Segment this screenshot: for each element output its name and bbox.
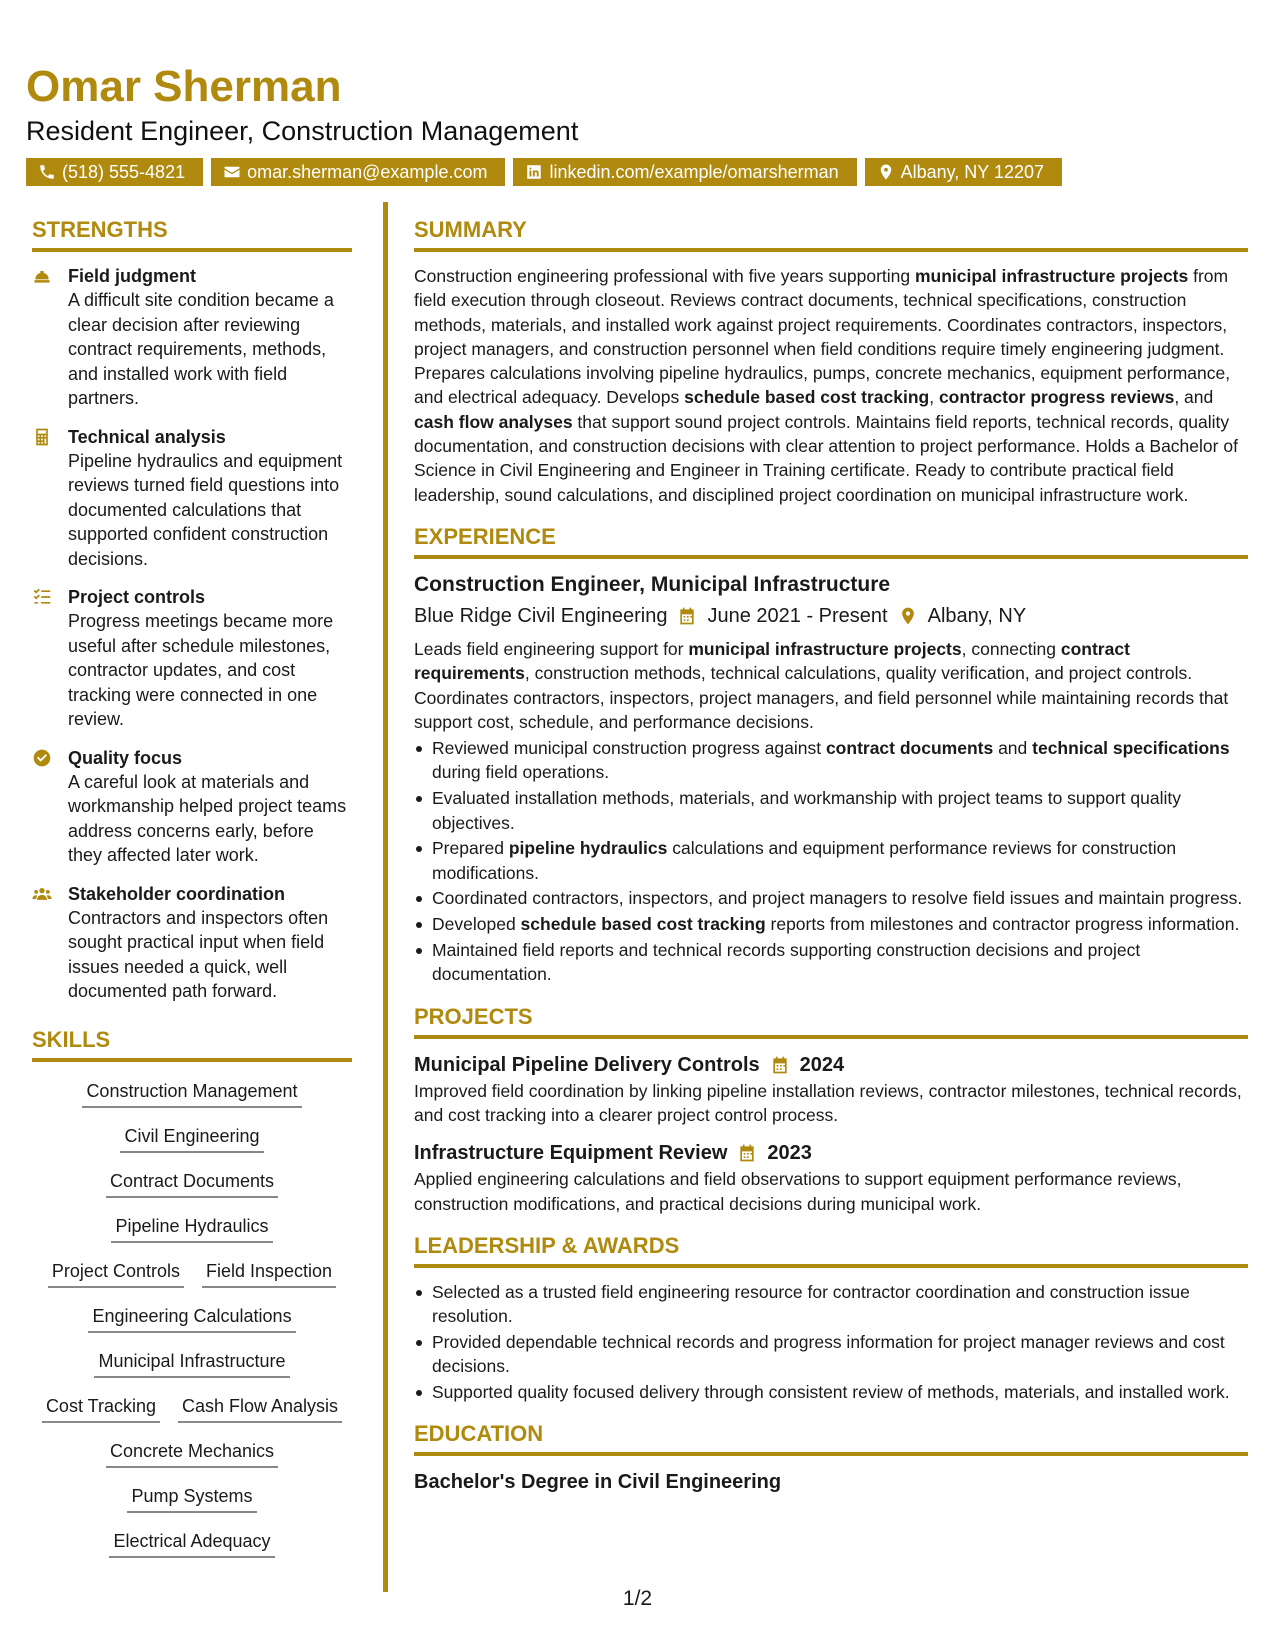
job-dates: June 2021 - Present	[707, 604, 888, 627]
skill-tag: Project Controls	[48, 1258, 184, 1288]
strength-title: Stakeholder coordination	[68, 883, 286, 904]
contact-phone[interactable]	[26, 158, 203, 186]
check-circle-icon	[32, 748, 52, 768]
checklist-icon	[32, 587, 52, 607]
contact-email[interactable]	[211, 158, 505, 186]
contact-email-text: omar.sherman@example.com	[247, 162, 488, 182]
strength-desc: Contractors and inspectors often sought practical input when field issues needed a quick, well documented path forward.	[68, 907, 329, 1001]
skills-heading: SKILLS	[32, 1026, 352, 1062]
education-degree: Bachelor's Degree in Civil Engineering	[414, 1471, 782, 1494]
calendar-icon	[770, 1055, 790, 1075]
skill-tag: Municipal Infrastructure	[94, 1348, 289, 1378]
contact-linkedin[interactable]	[513, 158, 856, 186]
leadership-bullet: Provided dependable technical records and progress information for project manager reviews and cost decisions.	[414, 1330, 1248, 1379]
strengths-heading: STRENGTHS	[32, 216, 352, 252]
contact-location-text: Albany, NY 12207	[900, 162, 1045, 182]
job-bullet: Evaluated installation methods, materials, and workmanship with project teams to support quality objectives.	[414, 786, 1248, 835]
job-bullet: Coordinated contractors, inspectors, and project managers to resolve field issues and maintain progress.	[414, 886, 1248, 910]
job-intro: Leads field engineering support for municipal infrastructure projects, connecting contract requirements, construction methods, technical calculations, quality verification, and project controls. Coordinates contractors, inspectors, project managers, and field personnel while maintaining records that support cost, schedule, and performance decisions.	[414, 638, 1229, 732]
resume-header	[26, 62, 1256, 186]
calculator-icon	[32, 427, 52, 447]
strength-desc: A careful look at materials and workmanship helped project teams address concerns early, before they affected later work.	[68, 771, 347, 865]
strength-title: Quality focus	[68, 747, 183, 768]
hard-hat-icon	[32, 266, 52, 286]
contact-linkedin-text: linkedin.com/example/omarsherman	[549, 162, 839, 182]
contact-location	[865, 158, 1062, 186]
skill-tag: Pipeline Hydraulics	[111, 1213, 272, 1243]
skill-tag: Cash Flow Analysis	[178, 1393, 342, 1423]
linkedin-icon	[525, 163, 543, 181]
skills-list	[32, 1074, 352, 1558]
strength-item	[32, 425, 352, 572]
strength-item	[32, 264, 352, 411]
skill-tag: Civil Engineering	[120, 1123, 263, 1153]
contact-row	[26, 158, 1256, 186]
strength-title: Project controls	[68, 587, 206, 607]
project-year: 2024	[799, 1053, 845, 1076]
skill-tag: Cost Tracking	[42, 1393, 160, 1423]
job-bullet: Reviewed municipal construction progress against contract documents and technical specifications during field operations.	[414, 736, 1248, 785]
calendar-icon	[677, 606, 697, 626]
leadership-bullet: Selected as a trusted field engineering resource for contractor coordination and construction issue resolution.	[414, 1280, 1248, 1329]
strength-item	[32, 585, 352, 732]
phone-icon	[38, 163, 56, 181]
skill-tag: Field Inspection	[202, 1258, 336, 1288]
skill-tag: Engineering Calculations	[88, 1303, 295, 1333]
summary-text: Construction engineering professional with five years supporting municipal infrastructure projects from field execution through closeout. Reviews contract documents, technical specifications, construction methods, materials, and installed work against project requirements. Coordinates contractors, inspectors, project managers, and construction personnel when field conditions require timely engineering judgment. Prepares calculations involving pipeline hydraulics, pumps, concrete mechanics, equipment performance, and electrical adequacy. Develops schedule based cost tracking, contractor progress reviews, and cash flow analyses that support sound project controls. Maintains field reports, technical records, quality documentation, and construction decisions with clear attention to project performance. Holds a Bachelor of Science in Civil Engineering and Engineer in Training certificate. Ready to contribute practical field leadership, sound calculations, and disciplined project coordination on municipal infrastructure work.	[414, 266, 1238, 505]
job-meta	[414, 601, 1248, 631]
skill-tag: Construction Management	[82, 1078, 301, 1108]
users-icon	[32, 884, 52, 904]
skill-tag: Electrical Adequacy	[109, 1528, 274, 1558]
job-bullet: Developed schedule based cost tracking reports from milestones and contractor progress information.	[414, 912, 1248, 936]
strength-item	[32, 746, 352, 868]
education-heading: EDUCATION	[414, 1420, 1248, 1456]
right-column	[414, 216, 1248, 1496]
leadership-bullet: Supported quality focused delivery through consistent review of methods, materials, and installed work.	[414, 1380, 1248, 1404]
map-pin-icon	[877, 163, 895, 181]
summary-heading: SUMMARY	[414, 216, 1248, 252]
skill-tag: Pump Systems	[127, 1483, 256, 1513]
page-number: 1/2	[622, 1587, 653, 1610]
skill-tag: Concrete Mechanics	[106, 1438, 278, 1468]
map-pin-icon	[898, 606, 918, 626]
job-company: Blue Ridge Civil Engineering	[414, 604, 668, 627]
strength-desc: Pipeline hydraulics and equipment reviews turned field questions into documented calculations that supported confident construction decisions.	[68, 450, 343, 569]
project-desc: Improved field coordination by linking pipeline installation reviews, contractor milestones, technical records, and cost tracking into a clearer project control process.	[414, 1080, 1242, 1125]
column-divider	[383, 202, 388, 1592]
job-bullet: Prepared pipeline hydraulics calculations and equipment performance reviews for construction modifications.	[414, 836, 1248, 885]
leadership-bullets	[414, 1280, 1248, 1404]
calendar-icon	[737, 1143, 757, 1163]
skill-tag: Contract Documents	[106, 1168, 278, 1198]
project-year: 2023	[767, 1142, 812, 1165]
experience-heading: EXPERIENCE	[414, 523, 1248, 559]
envelope-icon	[223, 163, 241, 181]
strength-title: Field judgment	[68, 266, 196, 286]
job-bullet: Maintained field reports and technical records supporting construction decisions and project documentation.	[414, 938, 1248, 987]
strength-desc: Progress meetings became more useful after schedule milestones, contractor updates, and cost tracking were connected in one review.	[68, 611, 334, 729]
project-title	[414, 1051, 1248, 1079]
left-column	[32, 216, 352, 1558]
leadership-heading: LEADERSHIP & AWARDS	[414, 1232, 1248, 1268]
strength-desc: A difficult site condition became a clear decision after reviewing contract requirements, methods, and installed work with field partners.	[68, 290, 334, 408]
job-location: Albany, NY	[927, 604, 1027, 627]
project-desc: Applied engineering calculations and field observations to support equipment performance reviews, construction modifications, and practical decisions during municipal work.	[414, 1169, 1182, 1214]
job-bullets	[414, 736, 1248, 986]
strength-item	[32, 882, 352, 1004]
project-name: Municipal Pipeline Delivery Controls	[414, 1053, 760, 1076]
project-title	[414, 1139, 1248, 1167]
candidate-role: Resident Engineer, Construction Management	[26, 116, 579, 146]
candidate-name: Omar Sherman	[26, 62, 342, 111]
contact-phone-text: (518) 555-4821	[62, 162, 186, 182]
strength-title: Technical analysis	[68, 426, 226, 447]
project-name: Infrastructure Equipment Review	[414, 1142, 728, 1165]
projects-heading: PROJECTS	[414, 1003, 1248, 1039]
job-title: Construction Engineer, Municipal Infrastructure	[414, 572, 891, 596]
